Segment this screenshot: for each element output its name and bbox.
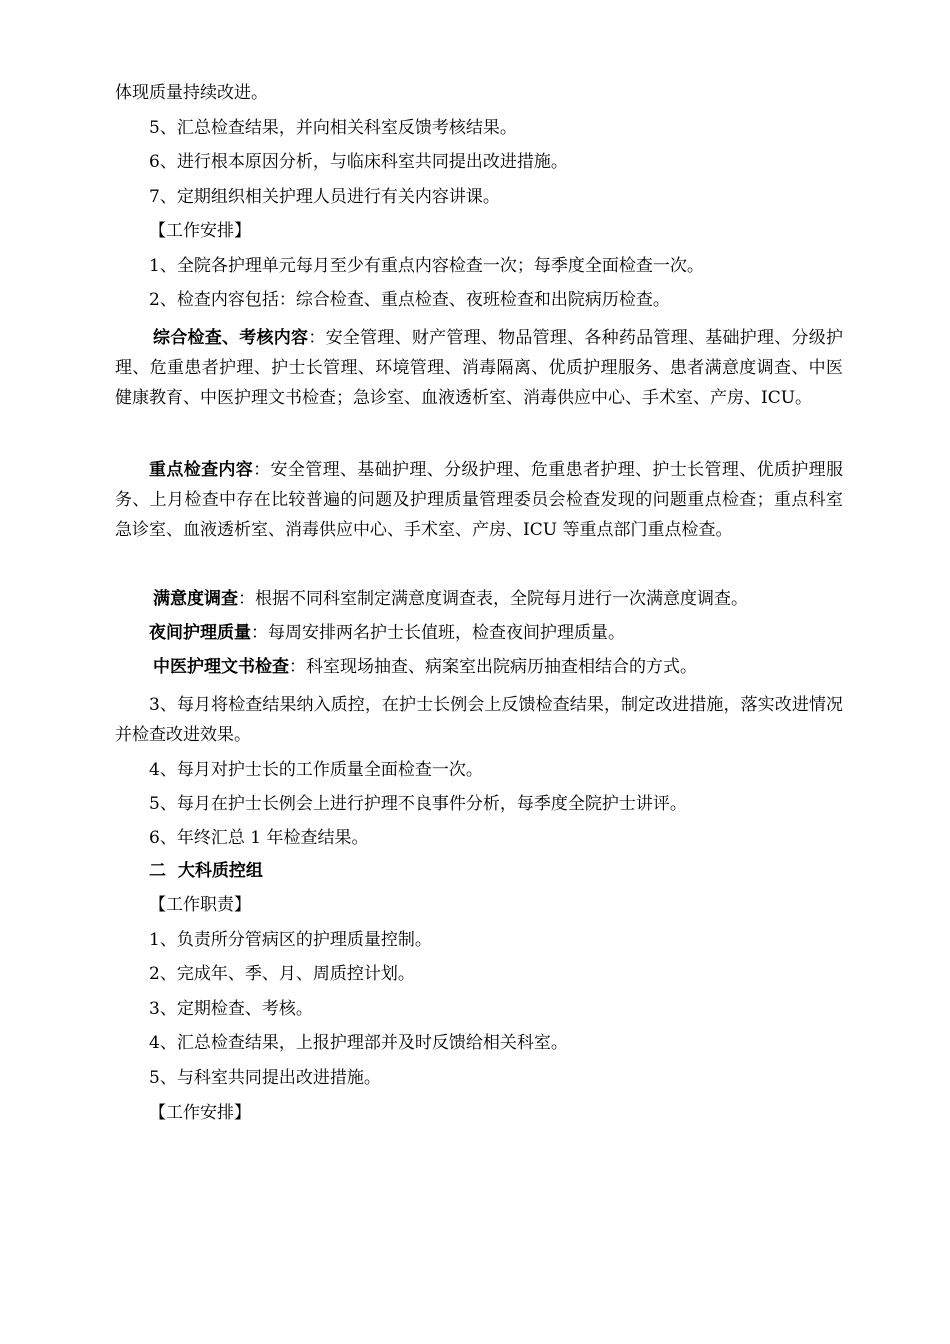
paragraph-satisfaction <box>153 588 845 610</box>
paragraph-comprehensive <box>115 323 843 413</box>
paragraph-label: 综合检查、考核内容 <box>153 328 309 348</box>
list-item: 6、进行根本原因分析，与临床科室共同提出改进措施。 <box>149 152 568 172</box>
list-item: 4、每月对护士长的工作质量全面检查一次。 <box>149 760 483 780</box>
paragraph-text: ：科室现场抽查、病案室出院病历抽查相结合的方式。 <box>289 657 697 677</box>
list-item: 4、汇总检查结果，上报护理部并及时反馈给相关科室。 <box>149 1033 568 1053</box>
paragraph-night-care <box>149 622 845 644</box>
list-item: 6、年终汇总 1 年检查结果。 <box>149 828 369 848</box>
text-line: 体现质量持续改进。 <box>115 83 268 103</box>
list-item: 2、完成年、季、月、周质控计划。 <box>149 964 415 984</box>
list-item: 3、定期检查、考核。 <box>149 999 313 1019</box>
list-item: 7、定期组织相关护理人员进行有关内容讲课。 <box>149 187 500 207</box>
section-title: 二 大科质控组 <box>149 861 263 881</box>
paragraph-label: 重点检查内容 <box>149 460 254 480</box>
section-heading: 【工作安排】 <box>149 1103 251 1123</box>
paragraph-label: 夜间护理质量 <box>149 623 251 643</box>
list-item: 3、每月将检查结果纳入质控，在护士长例会上反馈检查结果，制定改进措施，落实改进情况并检查改进效果。 <box>115 695 843 745</box>
list-item: 2、检查内容包括：综合检查、重点检查、夜班检查和出院病历检查。 <box>149 290 670 310</box>
list-item: 1、负责所分管病区的护理质量控制。 <box>149 930 432 950</box>
section-heading: 【工作职责】 <box>149 895 251 915</box>
list-item: 5、与科室共同提出改进措施。 <box>149 1068 381 1088</box>
list-item: 5、汇总检查结果，并向相关科室反馈考核结果。 <box>149 118 517 138</box>
list-item: 5、每月在护士长例会上进行护理不良事件分析，每季度全院护士讲评。 <box>149 794 687 814</box>
paragraph-text: ：安全管理、基础护理、分级护理、危重患者护理、护士长管理、优质护理服务、上月检查中存在比较普遍的问题及护理质量管理委员会检查发现的问题重点检查；重点科室急诊室、血液透析室、消毒供应中心、手术室、产房、ICU 等重点部门重点检查。 <box>115 460 844 540</box>
paragraph-tcm-records <box>153 656 845 678</box>
paragraph-text: ：每周安排两名护士长值班，检查夜间护理质量。 <box>251 623 625 643</box>
section-heading: 【工作安排】 <box>149 221 251 241</box>
paragraph-label: 满意度调查 <box>153 589 238 609</box>
paragraph-key-inspection <box>115 455 843 545</box>
list-item: 1、全院各护理单元每月至少有重点内容检查一次；每季度全面检查一次。 <box>149 256 704 276</box>
paragraph-text: ：根据不同科室制定满意度调查表，全院每月进行一次满意度调查。 <box>238 589 748 609</box>
paragraph-text: ：安全管理、财产管理、物品管理、各种药品管理、基础护理、分级护理、危重患者护理、护士长管理、环境管理、消毒隔离、优质护理服务、患者满意度调查、中医健康教育、中医护理文书检查；急诊室、血液透析室、消毒供应中心、手术室、产房、ICU。 <box>115 328 844 408</box>
paragraph-label: 中医护理文书检查 <box>153 657 289 677</box>
